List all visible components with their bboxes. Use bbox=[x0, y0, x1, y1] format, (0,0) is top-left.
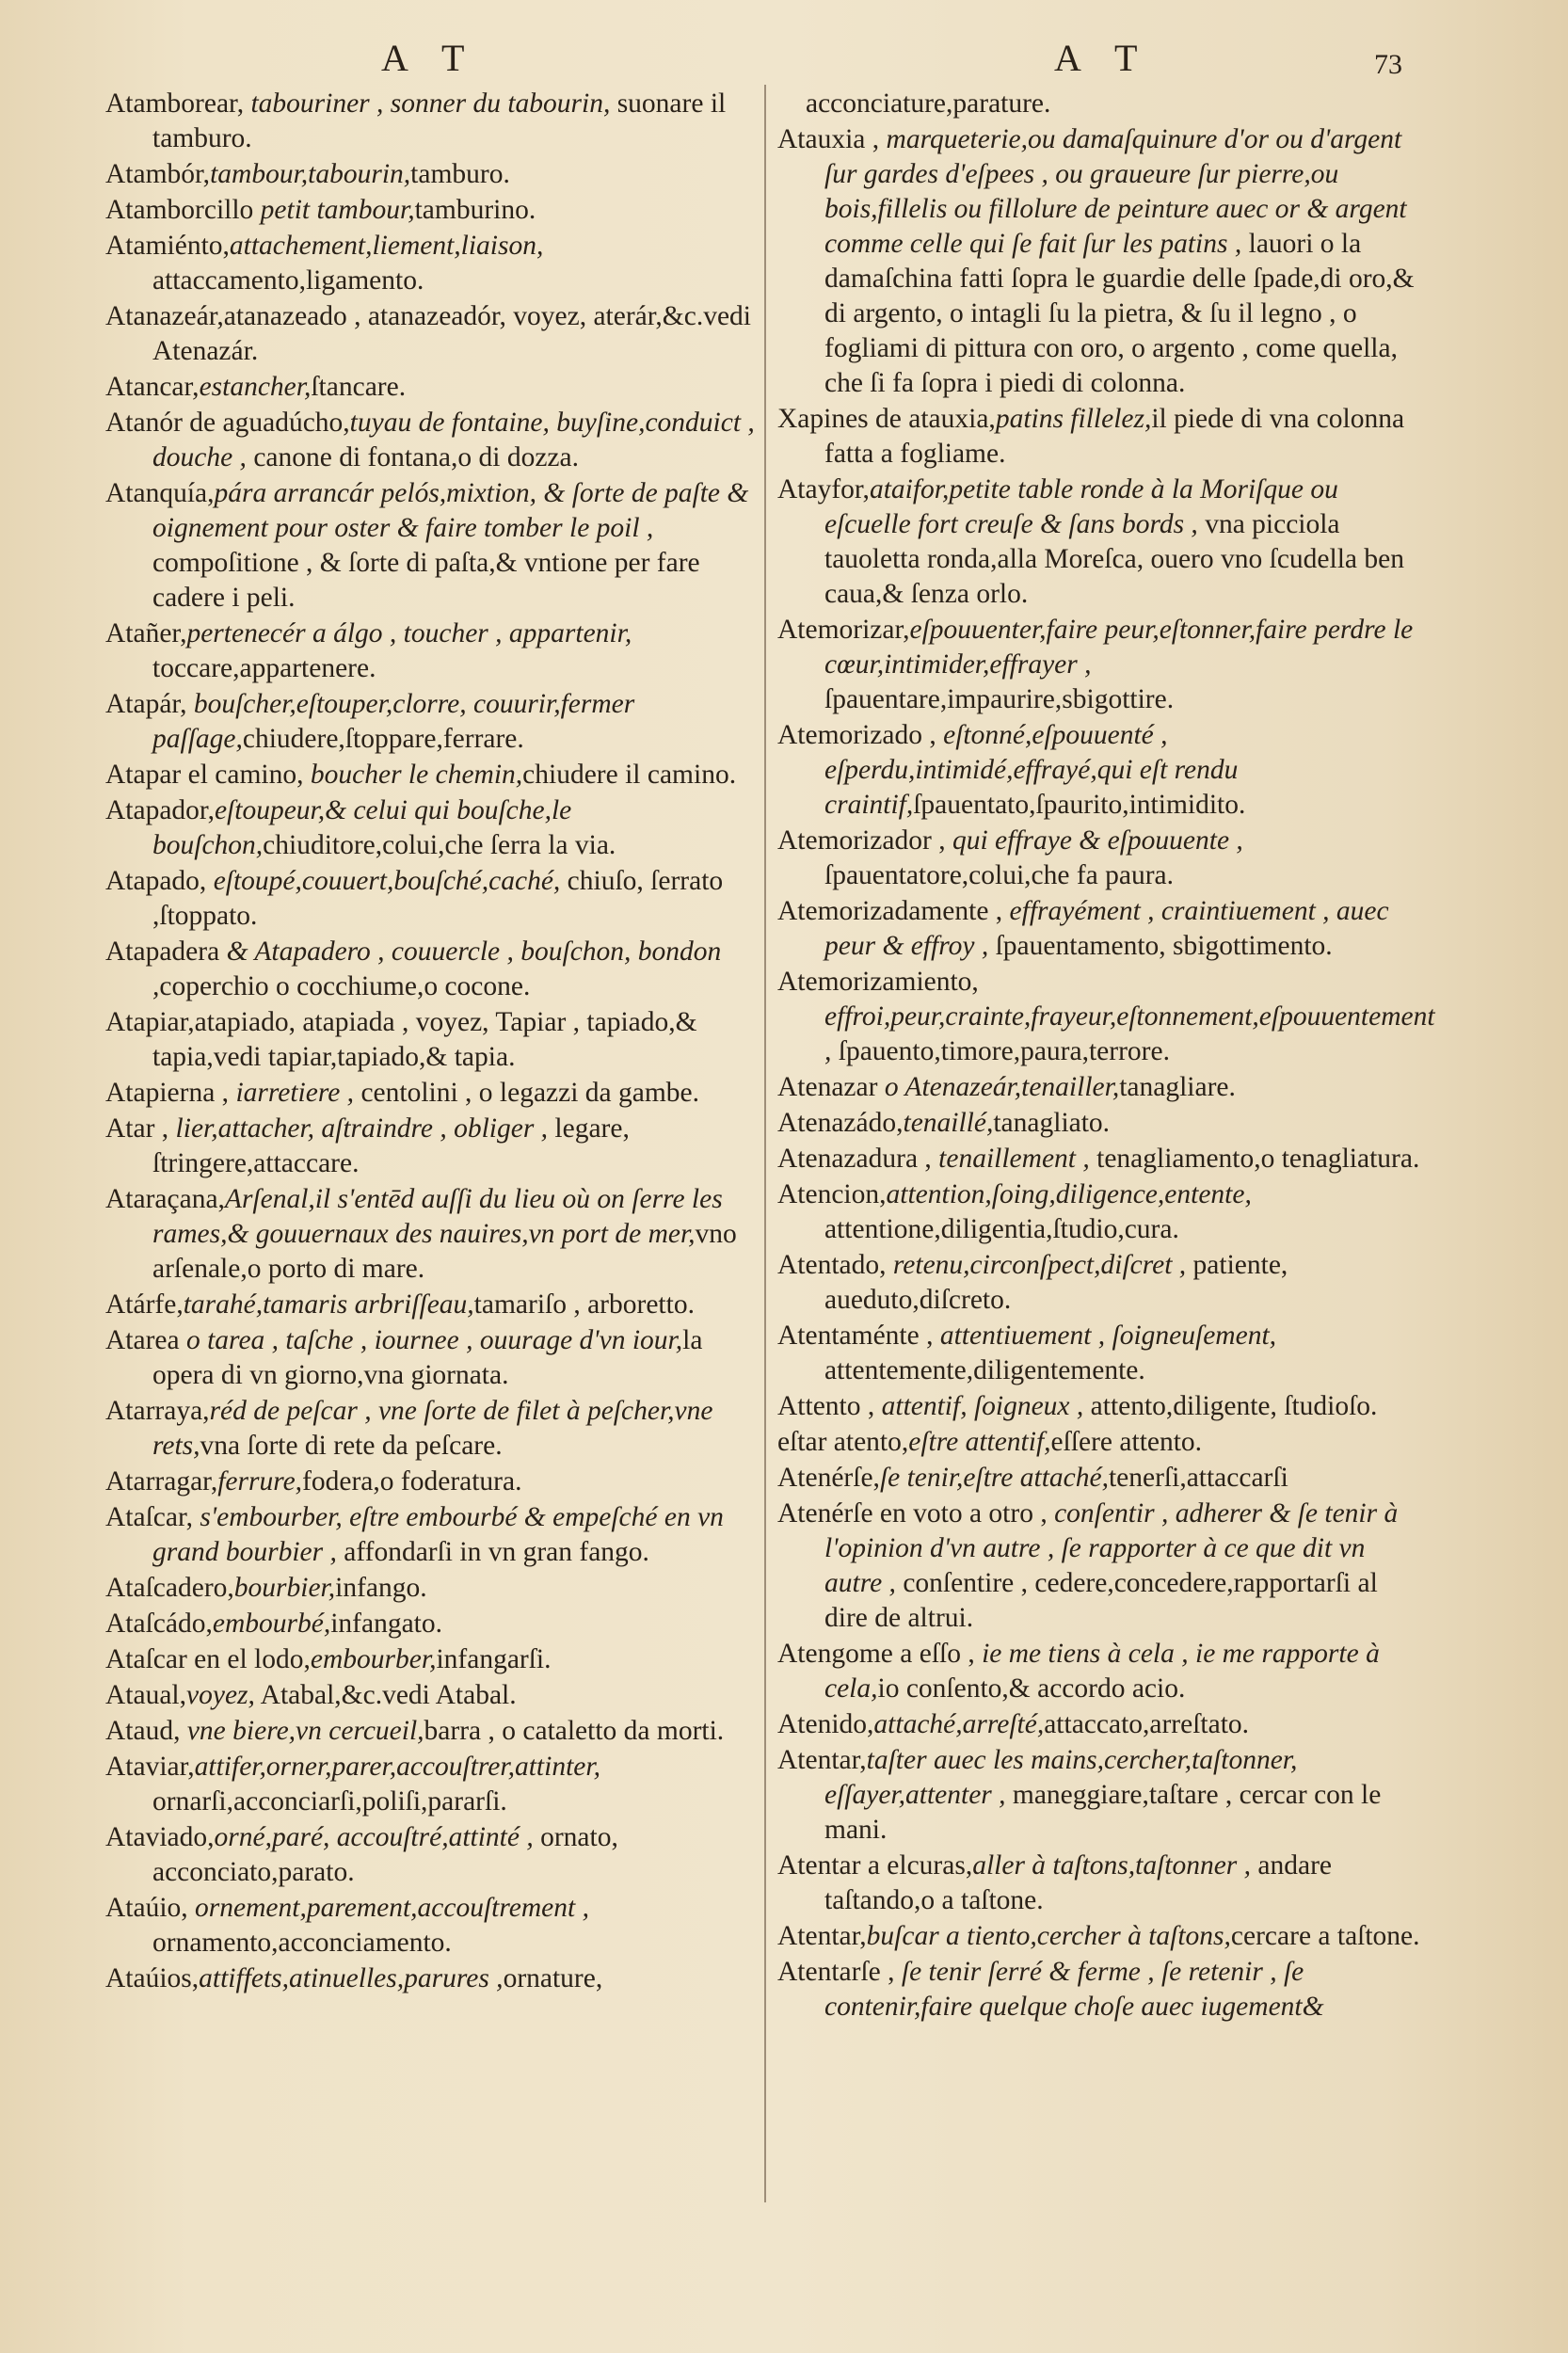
french-gloss: attachement,liement,liaison, bbox=[229, 231, 544, 261]
headword: Atengome a eſſo , bbox=[777, 1639, 975, 1669]
italian-gloss: ſpauentato,ſpaurito,intimidito. bbox=[913, 790, 1246, 820]
headword: Atentarſe , bbox=[777, 1957, 895, 1987]
french-gloss: attaché,arreſté, bbox=[873, 1709, 1045, 1739]
french-gloss: bourbier, bbox=[233, 1573, 336, 1603]
dictionary-entry bbox=[777, 1248, 1427, 1318]
italian-gloss: infangarſi. bbox=[436, 1644, 552, 1674]
french-gloss: attentif, ſoigneux , bbox=[874, 1391, 1084, 1421]
french-gloss: voyez, bbox=[186, 1680, 255, 1710]
french-gloss: tuyau de fontaine, buyſine,conduict , douche , bbox=[152, 408, 755, 472]
dictionary-entry bbox=[105, 193, 755, 228]
headword: Atenérſe, bbox=[777, 1463, 880, 1493]
page-number: 73 bbox=[1374, 49, 1402, 80]
dictionary-entry bbox=[777, 1106, 1427, 1141]
italian-gloss: la opera di vn giorno,vna giornata. bbox=[152, 1325, 703, 1390]
italian-gloss: vno arſenale,o porto di mare. bbox=[152, 1219, 737, 1284]
right-column bbox=[777, 87, 1435, 2025]
italian-gloss: attento,diligente, ſtudioſo. bbox=[1083, 1391, 1378, 1421]
headword: Atemorizado , bbox=[777, 720, 936, 750]
headword: Atauxia , bbox=[777, 124, 880, 154]
italian-gloss: infangato. bbox=[330, 1609, 442, 1639]
headword: Atenazadura , bbox=[777, 1144, 932, 1174]
french-gloss: bouſcher,eſtouper,clorre, couurir,fermer paſſage, bbox=[152, 689, 635, 754]
dictionary-entry bbox=[777, 1142, 1427, 1176]
headword: Ataſcádo, bbox=[105, 1609, 213, 1639]
italian-gloss: ornature, bbox=[503, 1963, 603, 1993]
dictionary-entry bbox=[105, 1394, 755, 1464]
italian-gloss: chiudere il camino. bbox=[522, 760, 737, 790]
italian-gloss: atapiado, atapiada , voyez, Tapiar , tapiado,& tapia,vedi tapiar,tapiado,& tapia. bbox=[152, 1007, 697, 1072]
french-gloss: orné,paré, accouſtré,attinté , bbox=[214, 1822, 534, 1852]
dictionary-entry bbox=[777, 1319, 1427, 1388]
headword: Atapado, bbox=[105, 866, 207, 896]
french-gloss: vne biere,vn cercueil, bbox=[180, 1716, 424, 1746]
french-gloss: petit tambour, bbox=[253, 195, 415, 225]
dictionary-entry bbox=[105, 1112, 755, 1181]
dictionary-entry bbox=[777, 1425, 1427, 1460]
italian-gloss: conſentire , cedere,concedere,rapportarſi al dire de altrui. bbox=[824, 1568, 1378, 1633]
french-gloss: iarretiere , bbox=[229, 1078, 355, 1108]
dictionary-entry bbox=[105, 1500, 755, 1570]
dictionary-entry bbox=[777, 472, 1427, 612]
headword: Atanór de aguadúcho, bbox=[105, 408, 350, 438]
italian-gloss: tamburino. bbox=[414, 195, 536, 225]
headword: Atapador, bbox=[105, 795, 215, 825]
italian-gloss: suonare il tamburo. bbox=[152, 88, 727, 153]
french-gloss: attentiuement , ſoigneuſement, bbox=[933, 1321, 1277, 1351]
dictionary-entry bbox=[777, 1497, 1427, 1636]
italian-gloss: attentemente,diligentemente. bbox=[824, 1355, 1145, 1385]
dictionary-entry bbox=[777, 402, 1427, 472]
dictionary-entry bbox=[777, 87, 1427, 121]
headword: Atar , bbox=[105, 1113, 169, 1144]
french-gloss: attiffets,atinuelles,parures , bbox=[199, 1963, 504, 1993]
french-gloss: attention,ſoing,diligence,entente, bbox=[886, 1179, 1252, 1209]
dictionary-entry bbox=[777, 1389, 1427, 1424]
dictionary-entry bbox=[105, 1465, 755, 1499]
headword: Atemorizadamente , bbox=[777, 896, 1003, 926]
italian-gloss: attaccamento,ligamento. bbox=[152, 265, 424, 296]
headword: Atemorizar, bbox=[777, 615, 910, 645]
headword: Ataſcar en el lodo, bbox=[105, 1644, 311, 1674]
dictionary-entry bbox=[105, 1288, 755, 1322]
dictionary-entry bbox=[777, 122, 1427, 401]
headword: Atapiar, bbox=[105, 1007, 195, 1037]
french-gloss: ie me tiens à cela , ie me rapporte à cela, bbox=[824, 1639, 1380, 1704]
headword: Ataual, bbox=[105, 1680, 187, 1710]
french-gloss: effroi,peur,crainte,frayeur,eſtonnement,eſpouuentement , bbox=[824, 1001, 1435, 1066]
italian-gloss: ornato, acconciato,parato. bbox=[152, 1822, 618, 1887]
headword: Atarraya, bbox=[105, 1396, 210, 1426]
italian-gloss: fodera,o foderatura. bbox=[302, 1466, 522, 1497]
dictionary-entry bbox=[105, 1642, 755, 1677]
running-head-right: A T bbox=[1054, 37, 1151, 79]
dictionary-entry bbox=[777, 965, 1435, 1069]
dictionary-entry bbox=[777, 1461, 1427, 1496]
dictionary-entry bbox=[105, 1607, 755, 1641]
french-gloss: tarahé,tamaris arbriſſeau, bbox=[183, 1289, 474, 1320]
italian-gloss: chiuſo, ſerrato ,ſtoppato. bbox=[152, 866, 724, 931]
running-head-left: A T bbox=[381, 37, 478, 79]
dictionary-entry bbox=[105, 370, 755, 405]
headword: Ataſcar, bbox=[105, 1502, 193, 1532]
french-gloss: buſcar a tiento,cercher à taſtons, bbox=[866, 1921, 1231, 1951]
french-gloss: ornement,parement,accouſtrement , bbox=[187, 1893, 589, 1923]
dictionary-entry bbox=[105, 299, 755, 369]
column-divider bbox=[764, 85, 766, 2202]
headword: Atarea bbox=[105, 1325, 180, 1355]
french-gloss: & Atapadero , couuercle , bouſchon, bondon , bbox=[152, 936, 722, 1001]
dictionary-entry bbox=[105, 157, 755, 192]
french-gloss: tabouriner , sonner du tabourin, bbox=[244, 88, 611, 119]
french-gloss: ſe tenir,eſtre attaché, bbox=[879, 1463, 1109, 1493]
french-gloss: tenaillement , bbox=[931, 1144, 1090, 1174]
dictionary-entry bbox=[105, 1571, 755, 1606]
dictionary-entry bbox=[105, 793, 755, 863]
italian-gloss: legare, ſtringere,attaccare. bbox=[152, 1113, 630, 1178]
french-gloss: ſe tenir ſerré & ferme , ſe retenir , ſe contenir,faire quelque choſe auec iugement& bbox=[824, 1957, 1324, 2022]
dictionary-entry bbox=[105, 1678, 755, 1713]
dictionary-entry bbox=[777, 824, 1427, 893]
french-gloss: conſentir , adherer & ſe tenir à l'opinion d'vn autre , ſe rapporter à ce que dit vn autre , bbox=[824, 1498, 1399, 1598]
headword: Ataviado, bbox=[105, 1822, 215, 1852]
italian-gloss: atanazeado , atanazeadór, voyez, aterár,&c.vedi Atenazár. bbox=[152, 301, 751, 366]
french-gloss: boucher le chemin, bbox=[303, 760, 523, 790]
italian-gloss: toccare,appartenere. bbox=[152, 653, 376, 683]
french-gloss: qui effraye & eſpouuente , bbox=[945, 825, 1243, 856]
headword: Ataud, bbox=[105, 1716, 181, 1746]
italian-gloss: maneggiare,taſtare , cercar con le mani. bbox=[824, 1780, 1382, 1845]
italian-gloss: ſpauentamento, sbigottimento. bbox=[988, 931, 1333, 961]
dictionary-entry bbox=[105, 1820, 755, 1890]
french-gloss: ataifor,petite table ronde à la Moriſque ou eſcuelle fort creuſe & ſans bords , bbox=[824, 474, 1338, 539]
dictionary-entry bbox=[105, 476, 755, 616]
italian-gloss: tenagliamento,o tenagliatura. bbox=[1089, 1144, 1420, 1174]
french-gloss: taſter auec les mains,cercher,taſtonner, eſſayer,attenter , bbox=[824, 1745, 1298, 1810]
headword: Atemorizador , bbox=[777, 825, 946, 856]
italian-gloss: centolini , o legazzi da gambe. bbox=[354, 1078, 700, 1108]
italian-gloss: Atabal,&c.vedi Atabal. bbox=[254, 1680, 517, 1710]
french-gloss: marqueterie,ou damaſquinure d'or ou d'argent ſur gardes d'eſpees , ou graueure ſur pierre,ou bois,fillelis ou fillolure de peinture auec or & argent comme celle qui ſe fait ſur les patins , bbox=[824, 124, 1407, 259]
headword: Atamiénto, bbox=[105, 231, 230, 261]
french-gloss: effrayément , craintiuement , auec peur & effroy , bbox=[824, 896, 1389, 961]
headword: Atambór, bbox=[105, 159, 211, 189]
dictionary-entry bbox=[777, 1070, 1427, 1105]
italian-gloss: attaccato,arreſtato. bbox=[1044, 1709, 1250, 1739]
french-gloss: Arſenal,il s'entēd auſſi du lieu où on ſerre les rames,& gouuernaux des nauires,vn port de mer, bbox=[152, 1184, 723, 1249]
dictionary-entry bbox=[777, 1177, 1427, 1247]
italian-gloss: tamariſo , arboretto. bbox=[473, 1289, 695, 1320]
headword: Atanquía, bbox=[105, 478, 215, 508]
headword: Atentar a elcuras, bbox=[777, 1850, 973, 1881]
headword: Atapierna , bbox=[105, 1078, 230, 1108]
italian-gloss: patiente, aueduto,diſcreto. bbox=[824, 1250, 1288, 1315]
french-gloss: pertenecér a álgo , toucher , appartenir, bbox=[186, 618, 632, 648]
french-gloss: tenaillé, bbox=[903, 1108, 994, 1138]
italian-gloss: vna picciola tauoletta ronda,alla Moreſca, ouero vno ſcudella ben caua,& ſenza orlo. bbox=[824, 509, 1404, 609]
italian-gloss: ſtancare. bbox=[311, 372, 407, 402]
headword: Atencion, bbox=[777, 1179, 887, 1209]
headword: Xapines de atauxia, bbox=[777, 404, 996, 434]
dictionary-entry bbox=[105, 1005, 755, 1075]
french-gloss: réd de peſcar , vne ſorte de filet à peſcher,vne rets, bbox=[152, 1396, 713, 1461]
italian-gloss: coperchio o cocchiume,o cocone. bbox=[159, 971, 531, 1001]
italian-gloss: ſpauentatore,colui,che fa paura. bbox=[824, 860, 1175, 890]
italian-gloss: lauori o la damaſchina fatti ſopra le guardie delle ſpade,di oro,& di argento, o intagli ſu la pietra, & ſu il legno , o fogliami di pittura con oro, o argento , come quella, che ſi fa ſopra i piedi di colonna. bbox=[824, 229, 1415, 398]
french-gloss: eſpouuenter,faire peur,eſtonner,faire perdre le cœur,intimider,effrayer , bbox=[824, 615, 1414, 680]
french-gloss: tambour,tabourin, bbox=[210, 159, 411, 189]
headword: Ataúios, bbox=[105, 1963, 200, 1993]
italian-gloss: cercare a taſtone. bbox=[1230, 1921, 1420, 1951]
french-gloss: attifer,orner,parer,accouſtrer,attinter, bbox=[194, 1752, 600, 1782]
italian-gloss: tamburo. bbox=[410, 159, 510, 189]
left-column bbox=[105, 87, 755, 1997]
dictionary-entry bbox=[105, 616, 755, 686]
dictionary-entry bbox=[105, 1323, 755, 1393]
headword: Atañer, bbox=[105, 618, 187, 648]
headword: Atapár, bbox=[105, 689, 187, 719]
french-gloss: o tarea , taſche , iournee , ouurage d'vn iour, bbox=[179, 1325, 683, 1355]
french-gloss: pára arrancár pelós,mixtion, & ſorte de paſte & oignement pour oster & faire tomber le poil , bbox=[152, 478, 749, 543]
dictionary-entry bbox=[777, 1743, 1427, 1848]
headword: Atentar, bbox=[777, 1921, 867, 1951]
dictionary-entry bbox=[105, 1076, 755, 1111]
french-gloss: s'embourber, eſtre embourbé & empeſché en vn grand bourbier , bbox=[152, 1502, 724, 1567]
headword: Atentaménte , bbox=[777, 1321, 934, 1351]
dictionary-entry bbox=[105, 687, 755, 757]
dictionary-entry bbox=[777, 1955, 1427, 2025]
headword: Ataſcadero, bbox=[105, 1573, 234, 1603]
italian-gloss: andare taſtando,o a taſtone. bbox=[824, 1850, 1333, 1915]
french-gloss: patins fillelez, bbox=[995, 404, 1152, 434]
french-gloss: ferrure, bbox=[217, 1466, 303, 1497]
italian-gloss: ornarſi,acconciarſi,poliſi,pararſi. bbox=[152, 1786, 507, 1817]
italian-gloss: canone di fontana,o di dozza. bbox=[246, 442, 579, 472]
french-gloss: retenu,circonſpect,diſcret , bbox=[886, 1250, 1187, 1280]
italian-gloss: tanagliato. bbox=[993, 1108, 1111, 1138]
headword: Atamborcillo bbox=[105, 195, 254, 225]
italian-gloss: attentione,diligentia,ſtudio,cura. bbox=[824, 1214, 1179, 1244]
headword: Atenazar bbox=[777, 1072, 878, 1102]
headword: Atentado, bbox=[777, 1250, 887, 1280]
italian-gloss: chiuditore,colui,che ſerra la via. bbox=[263, 830, 616, 860]
dictionary-entry bbox=[777, 1707, 1427, 1742]
italian-gloss: barra , o cataletto da morti. bbox=[424, 1716, 725, 1746]
italian-gloss: tanagliare. bbox=[1119, 1072, 1236, 1102]
italian-gloss: ſpauento,timore,paura,terrore. bbox=[831, 1036, 1170, 1066]
headword: Ataviar, bbox=[105, 1752, 195, 1782]
french-gloss: eſtoupeur,& celui qui bouſche,le bouſchon, bbox=[152, 795, 572, 860]
italian-gloss: io conſento,& accordo acio. bbox=[877, 1673, 1186, 1704]
italian-gloss: il piede di vna colonna fatta a fogliame. bbox=[824, 404, 1405, 469]
french-gloss: embourbé, bbox=[212, 1609, 331, 1639]
french-gloss: eſtre attentif, bbox=[908, 1427, 1051, 1457]
headword: Atarragar, bbox=[105, 1466, 218, 1497]
headword: Atárfe, bbox=[105, 1289, 184, 1320]
dictionary-entry bbox=[777, 718, 1427, 823]
french-gloss: estancher, bbox=[199, 372, 312, 402]
italian-gloss: infango. bbox=[335, 1573, 427, 1603]
headword: Ataraçana, bbox=[105, 1184, 225, 1214]
french-gloss: aller à taſtons,taſtonner , bbox=[972, 1850, 1252, 1881]
headword: Atenazádo, bbox=[777, 1108, 904, 1138]
headword: Atenérſe en voto a otro , bbox=[777, 1498, 1048, 1529]
headword: Ataúio, bbox=[105, 1893, 188, 1923]
italian-gloss: eſſere attento. bbox=[1050, 1427, 1203, 1457]
french-gloss: lier,attacher, aſtraindre , obliger , bbox=[168, 1113, 549, 1144]
headword: Atayfor, bbox=[777, 474, 870, 504]
dictionary-entry bbox=[777, 613, 1427, 717]
french-gloss: embourber, bbox=[310, 1644, 437, 1674]
italian-gloss: ſpauentare,impaurire,sbigottire. bbox=[824, 684, 1175, 714]
headword: Atapar el camino, bbox=[105, 760, 304, 790]
italian-gloss: affondarſi in vn gran fango. bbox=[336, 1537, 649, 1567]
dictionary-entry bbox=[105, 758, 755, 792]
dictionary-entry bbox=[105, 1961, 755, 1996]
headword: Atanazeár, bbox=[105, 301, 224, 331]
dictionary-entry bbox=[105, 935, 755, 1004]
headword: Atentar, bbox=[777, 1745, 867, 1775]
headword: Atapadera bbox=[105, 936, 220, 967]
headword: Atancar, bbox=[105, 372, 200, 402]
headword: Attento , bbox=[777, 1391, 875, 1421]
italian-gloss: ornamento,acconciamento. bbox=[152, 1928, 452, 1958]
headword: Atamborear, bbox=[105, 88, 245, 119]
dictionary-entry bbox=[105, 864, 755, 934]
italian-gloss: acconciature,parature. bbox=[806, 88, 1051, 119]
italian-gloss: tenerſi,attaccarſi bbox=[1108, 1463, 1288, 1493]
french-gloss: eſtonné,eſpouuenté , eſperdu,intimidé,effrayé,qui eſt rendu craintif, bbox=[824, 720, 1239, 820]
dictionary-entry bbox=[777, 1637, 1427, 1706]
dictionary-entry bbox=[105, 1891, 755, 1961]
headword: Atenido, bbox=[777, 1709, 874, 1739]
french-gloss: eſtoupé,couuert,bouſché,caché, bbox=[206, 866, 561, 896]
dictionary-entry bbox=[105, 1182, 755, 1287]
italian-gloss: compoſitione , & ſorte di paſta,& vntione per fare cadere i peli. bbox=[152, 548, 700, 613]
dictionary-entry bbox=[105, 1714, 755, 1749]
french-gloss: o Atenazeár,tenailler, bbox=[877, 1072, 1120, 1102]
dictionary-entry bbox=[105, 87, 755, 156]
dictionary-entry bbox=[105, 406, 755, 475]
dictionary-entry bbox=[105, 229, 755, 298]
italian-gloss: vna ſorte di rete da peſcare. bbox=[200, 1431, 503, 1461]
italian-gloss: chiudere,ſtoppare,ferrare. bbox=[242, 724, 524, 754]
dictionary-entry bbox=[105, 1750, 755, 1819]
dictionary-entry bbox=[777, 1919, 1427, 1954]
dictionary-entry bbox=[777, 894, 1427, 964]
dictionary-entry bbox=[777, 1849, 1427, 1918]
page-header bbox=[0, 36, 1568, 83]
headword: Atemorizamiento, bbox=[777, 967, 979, 997]
headword: eſtar atento, bbox=[777, 1427, 909, 1457]
